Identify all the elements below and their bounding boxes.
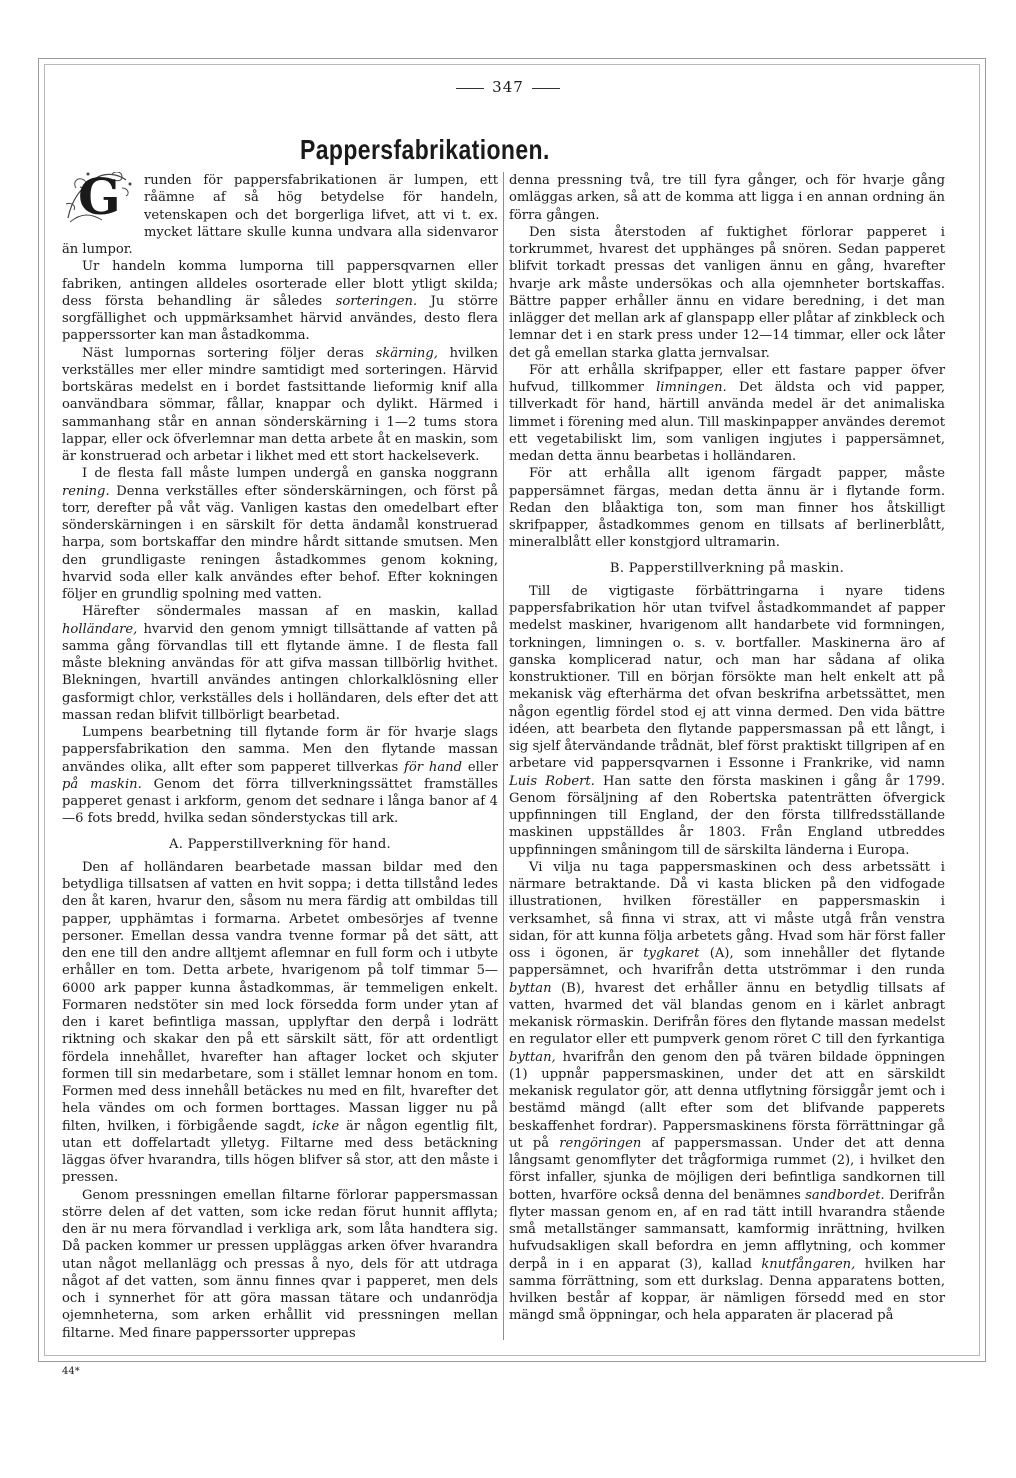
dropcap (62, 172, 138, 228)
page-number-text: 347 (492, 78, 524, 96)
paragraph-machines (509, 583, 945, 859)
text-run: Ju större sorgfällighet och uppmärksamhet härvid användes, desto flera papperssorter kan man åstadkomma. (62, 293, 498, 344)
emphasis-term: icke (311, 1118, 340, 1134)
page-number (0, 78, 1016, 96)
paragraph-sizing (509, 362, 945, 466)
text-run: Vi vilja nu taga pappersmaskinen och dess arbetssätt i närmare betraktande. Då vi kasta blicken på den vidfogade illustrationen, hvilken föreställer en pappersmaskin i verksamhet, så finna vi strax, att vi måste utgå från venstra sidan, för att kunna följa arbetets gång. Hvad som här först faller oss i ögonen, är (509, 859, 945, 961)
emphasis-term: rening. (62, 483, 110, 499)
paragraph-cutting (62, 345, 498, 466)
emphasis-term: tygkaret (643, 946, 700, 961)
emphasis-term: skärning, (375, 345, 438, 361)
text-run: Härefter söndermales massan af en maskin, kallad (82, 604, 498, 620)
paragraph-machine-operation (509, 859, 945, 1325)
paragraph-continued: denna pressning två, tre till fyra gånger, och för hvarje gång omläggas arken, så att de komma att ligga i en annan ordning än förra gången. (509, 173, 945, 223)
emphasis-term: byttan, (509, 1049, 556, 1065)
paragraph-intro (62, 172, 498, 258)
text-run: Genom det förra tillverkningssättet framställes papperet genast i arkform, genom det sednare i långa banor af 4—6 fots bredd, hvilka sedan sönderstyckas till ark. (62, 776, 498, 827)
page-number-dash-left (456, 88, 484, 89)
paragraph-drying: Den sista återstoden af fuktighet förlorar papperet i torkrummet, hvarest det upphänges på snören. Sedan papperet blifvit torkadt pressas det vanligen ännu en gång, hvarefter hvarje ark måste undersökas och alla ojemnheter bortskaffas. Bättre papper erhåller ännu en vidare beredning, i det man inlägger det mellan ark af glanspapp eller plåtar af zinkbleck och lemnar det i en stark press under 12—14 timmar, eller ock låter det gå emellan starka glatta jernvalsar. (509, 224, 945, 361)
text-run: af pappersmassan. Under det att denna långsamt genomflyter det trågformiga rummet (2), i hvilket den först infaller, sjunka de möjligen deri befintliga sandkornen till botten, hvarföre också denna del benämnes (509, 1135, 945, 1203)
emphasis-term: holländare, (62, 621, 138, 637)
text-run: (A), som innehåller det flytande pappersämnet, och hvarifrån detta utströmmar i den runda (509, 946, 945, 979)
emphasis-term: limningen. (656, 380, 727, 395)
page-title: Pappersfabrikationen. (300, 134, 550, 165)
section-heading-a: A. Papperstillverkning för hand. (168, 836, 392, 852)
emphasis-term: sorteringen. (335, 293, 418, 309)
text-run: Näst lumpornas sortering följer deras (82, 345, 376, 361)
emphasis-term: sandbordet. (805, 1187, 885, 1203)
text-run: hvarvid den genom ymnigt tillsättande af vatten på samma gång förvandlas till ett flytande ämne. I de flesta fall måste blekning användas för att gifva massan tillbörlig hvithet. Blekningen, hvartill användes antingen chlorkalklösning eller gasformigt chlor, verkställes dels i holländaren, dels efter det att massan redan blifvit tillbörligt bearbetad. (62, 621, 498, 723)
section-heading-b: B. Papperstillverkning på maskin. (609, 560, 845, 576)
emphasis-term: på maskin. (62, 776, 142, 792)
text-run: För att erhålla skrifpapper, eller ett fastare papper öfver hufvud, tillkommer (509, 362, 945, 395)
paragraph-hollander (62, 603, 498, 724)
dropcap-letter: G (78, 172, 121, 226)
text-run: (B), hvarest det erhåller ännu en betydlig tillsats af vatten, hvarmed det väl blandas genom en i kärlet anbragt mekanisk rörmaskin. Derifrån föres den flytande massan medelst en regulator eller ett pumpverk genom röret C till den fyrkantiga (509, 980, 945, 1048)
paragraph-pressing: Genom pressningen emellan filtarne förlorar pappersmassan större delen af det vatten, som icke redan förut hunnit afflyta; den är nu mera förvandlad i verkliga ark, som låta handtera sig. Då packen kommer ur pressen uppläggas arken öfver hvarandra utan något mellanlägg och pressas å nyo, dels för att utdraga något af det vatten, som ännu finnes qvar i papperet, men dels och i synnerhet för att göra massan tätare och undanrödja ojemnheterna, som arken erhållit vid pressningen mellan filtarne. Med finare papperssorter upprepas (62, 1187, 498, 1341)
paragraph-cleaning (62, 465, 498, 603)
text-run: Lumpens bearbetning till flytande form är för hvarje slags pappersfabrikation den samma. Men den flytande massan användes olika, allt efter som papperet tillverkas (62, 725, 498, 775)
emphasis-term: rengöringen (559, 1135, 642, 1151)
text-run: hvilken har samma förrättning, som ett durkslag. Denna apparatens botten, hvilken består af koppar, är nämligen försedd med en stor mängd små öppningar, och hela apparaten är placerad på (509, 1256, 945, 1324)
text-run: Det äldsta och vid papper, tillverkadt för hand, härtill använda medel är det animaliska limmet i förening med alun. Till maskinpapper användes deremot ett vegetabiliskt lim, som vanligen ingjutes i pappersämnet, medan detta ännu bearbetas i holländaren. (509, 380, 945, 464)
paragraph-intro-text: runden för pappersfabrikationen är lumpen, ett råämne af så hög betydelse för handeln, vetenskapen och det borgerliga lifvet, att vi t. ex. mycket lättare skulle kunna undvara alla sidenvaror än lumpor. (62, 173, 498, 257)
text-run: är någon egentlig filt, utan ett doffelartadt ylletyg. Filtarne med dess betäckning läggas öfver hvarandra, tills högen blifver så stor, att den måste i pressen. (62, 1118, 498, 1186)
emphasis-term: byttan (509, 980, 552, 996)
right-column (509, 172, 945, 1344)
text-run: hvilken verkställes mer eller mindre samtidigt med sorteringen. Härvid bortskäras medelst en i bordet fastsittande lieformig knif alla oanvändbara sömmar, fållar, knappar och dylikt. Härmed i sammanhang står en annan sönderskärning i 1—2 tums stora lappar, eller ock öfverlemnar man detta arbete åt en maskin, som är konstruerad och arbetar i likhet med ett stort hackelseverk. (62, 345, 498, 464)
page-number-dash-right (532, 88, 560, 89)
signature-mark: 44* (62, 1366, 80, 1377)
text-run: eller (461, 759, 498, 775)
left-column (62, 172, 498, 1344)
text-run: Till de vigtigaste förbättringarna i nyare tidens pappersfabrikation hör utan tvifvel åstadkommandet af papper medelst maskiner, hvarigenom allt handarbete vid formningen, torkningen, limningen o. s. v. bortfaller. Maskinerna äro af ganska komplicerad natur, och man har sådana af olika konstruktioner. Till en början försökte man helt enkelt att på mekanisk väg efterhärma det ofvan beskrifna arbetssättet, men någon egentlig fördel stod ej att vinna dermed. Den vida bättre idéen, att bearbeta den flytande pappersmassan på ett långt, i sig sjelf återvändande trådnät, blef först praktiskt tillgripen af en arbetare vid pappersqvarnen i Essonne i Frankrike, vid namn (509, 583, 945, 772)
text-run: hvarifrån den genom den på tvären bildade öppningen (1) uppnår pappersmaskinen, under det att en särskildt mekanisk regulator gör, att denna utflytning försiggår jemt och i bestämd mängd (allt efter som det blifvande papperets beskaffenhet fordrar). Pappersmaskinens första förrättningar gå ut på (509, 1049, 945, 1151)
emphasis-term: Luis Robert. (509, 773, 595, 789)
emphasis-term: för hand (404, 759, 462, 775)
paragraph-sorting (62, 258, 498, 344)
emphasis-term: knutfångaren, (761, 1256, 856, 1272)
text-run: Den af holländaren bearbetade massan bildar med den betydliga tillsatsen af vatten en hvit soppa; i detta tillstånd ledes den åt karen, hvarur den, såsom nu mera färdig att ombildas till papper, upphämtas i formarna. Arbetet ombesörjes af tvenne personer. Emellan dessa vandra tvenne formar på det sätt, att den ene till den andre alltjemt aflemnar en full form och i utbyte erhåller en tom. Detta arbete, hvarigenom på tolf timmar 5—6000 ark papper kunna åstadkommas, är temmeligen enkelt. Formaren nedstöter sin med lock försedda form under ytan af den i karet befintliga massan, upplyftar den derpå i lodrätt riktning och skakar den på ett särskilt sätt, för att ordentligt fördela innehållet, hvarefter han aftager locket och skjuter formen till sin medarbetare, som i stället lemnar honom en tom. Formen med dess innehåll betäckes nu med en filt, hvarefter det hela vändes om och formen borttages. Massan ligger nu på filten, hvilken, i förbigående sagdt, (62, 859, 498, 1134)
text-run: Derifrån flyter massan genom en, af en rad tätt intill hvarandra stående små metallstänger sammansatt, kamformig inrättning, hvilken hufvudsakligen skall befordra en jemn afflytning, och kommer derpå in i en apparat (3), kallad (509, 1187, 945, 1272)
paragraph-processing (62, 724, 498, 828)
text-run: I de flesta fall måste lumpen undergå en ganska noggrann (82, 466, 498, 482)
paragraph-coloring: För att erhålla allt igenom färgadt papper, måste pappersämnet färgas, medan detta ännu är i flytande form. Redan den blåaktiga ton, som man finner hos åtskilligt skrifpapper, åstadkommes genom en tillsats af berlinerblått, mineralblått eller konstgjord ultramarin. (509, 466, 945, 551)
text-run: Denna verkställes efter sönderskärningen, och först på torr, derefter på våt väg. Vanligen kastas den omedelbart efter sönderskärningen i en särskilt för detta ändamål konstruerad harpa, som bortskaffar den mindre hårdt sittande smutsen. Men den grundligaste reningen åstadkommes genom kokning, hvarvid soda eller kalk användes efter behof. Efter kokningen följer en grundlig spolning med vatten. (62, 483, 498, 602)
text-run: Han satte den första maskinen i gång år 1799. Genom försäljning af den Robertska patenträtten öfvergick uppfinningen till England, der den första tillfredsställande maskinen uppställdes år 1803. Från England utbreddes uppfinningen småningom till de särskilta länderna i Europa. (509, 773, 945, 858)
paragraph-handmade (62, 859, 498, 1187)
text-run: Ur handeln komma lumporna till pappersqvarnen eller fabriken, antingen alldeles osorterade eller blott ytligt skilda; dess första behandling är således (62, 259, 498, 309)
column-divider (503, 172, 504, 1340)
